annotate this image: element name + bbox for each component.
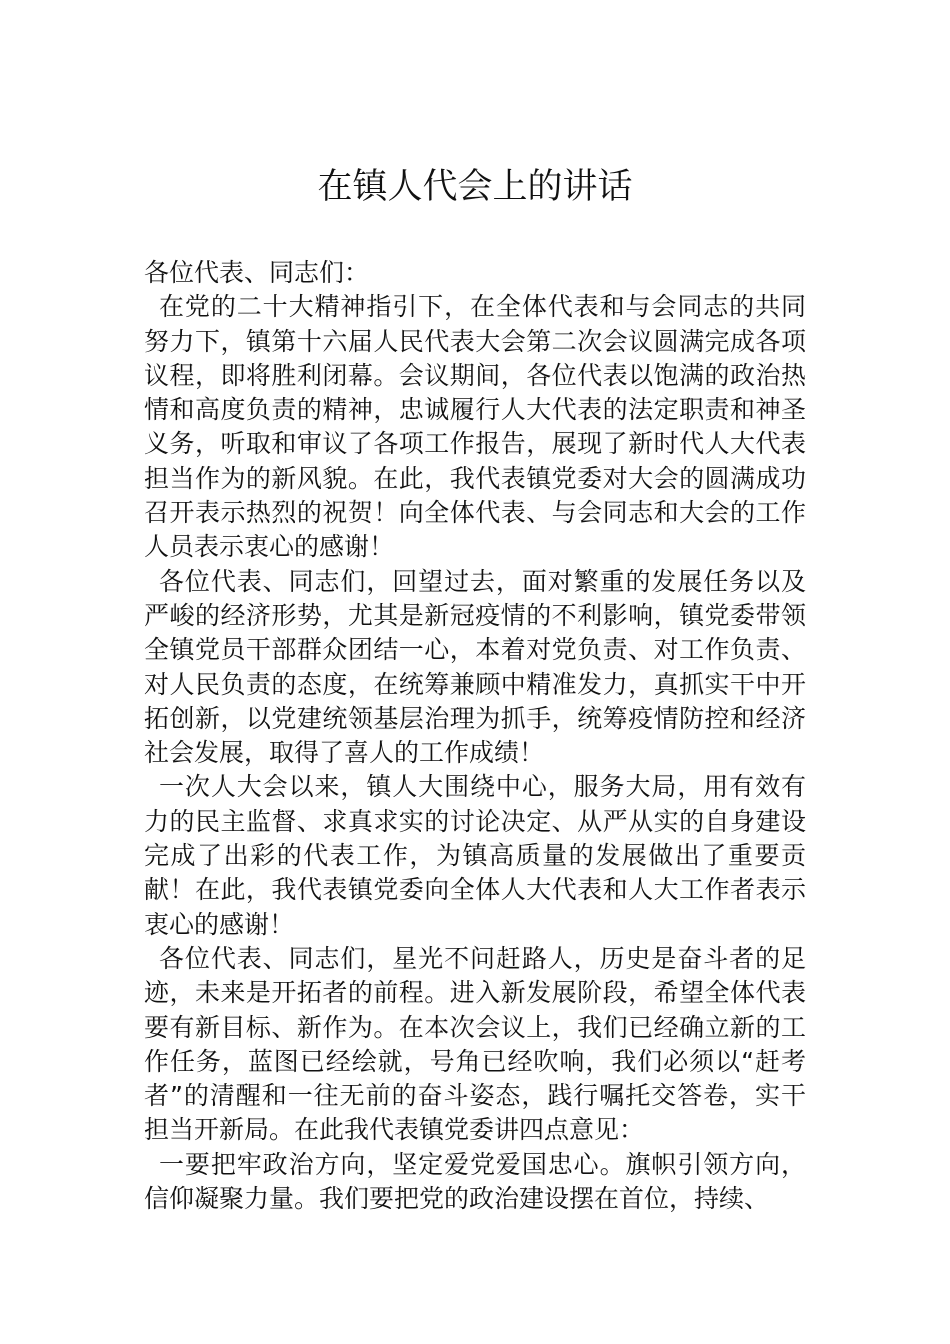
paragraph-4: 各位代表、同志们，星光不问赶路人，历史是奋斗者的足迹，未来是开拓者的前程。进入新发展阶段，希望全体代表要有新目标、新作为。在本次会议上，我们已经确立新的工作任务，蓝图已经绘就，号角已经吹响，我们必须以“赶考者”的清醒和一往无前的奋斗姿态，践行嘱托交答卷，实干担当开新局。在此我代表镇党委讲四点意见： <box>144 943 806 1145</box>
salutation: 各位代表、同志们： <box>144 258 370 287</box>
document-title: 在镇人代会上的讲话 <box>317 167 633 207</box>
paragraph-2: 各位代表、同志们，回望过去，面对繁重的发展任务以及严峻的经济形势，尤其是新冠疫情的不利影响，镇党委带领全镇党员干部群众团结一心，本着对党负责、对工作负责、对人民负责的态度，在统筹兼顾中精准发力，真抓实干中开拓创新，以党建统领基层治理为抓手，统筹疫情防控和经济社会发展，取得了喜人的工作成绩！ <box>144 566 806 768</box>
paragraph-1: 在党的二十大精神指引下，在全体代表和与会同志的共同努力下，镇第十六届人民代表大会第二次会议圆满完成各项议程，即将胜利闭幕。会议期间，各位代表以饱满的政治热情和高度负责的精神，忠诚履行人大代表的法定职责和神圣义务，听取和审议了各项工作报告，展现了新时代人大代表担当作为的新风貌。在此，我代表镇党委对大会的圆满成功召开表示热烈的祝贺！向全体代表、与会同志和大会的工作人员表示衷心的感谢！ <box>144 292 806 562</box>
paragraph-5: 一要把牢政治方向，坚定爱党爱国忠心。旗帜引领方向，信仰凝聚力量。我们要把党的政治建设摆在首位，持续、 <box>144 1149 806 1214</box>
paragraph-3: 一次人大会以来，镇人大围绕中心，服务大局，用有效有力的民主监督、求真求实的讨论决定、从严从实的自身建设完成了出彩的代表工作，为镇高质量的发展做出了重要贡献！在此，我代表镇党委向全体人大代表和人大工作者表示衷心的感谢！ <box>144 772 806 939</box>
document-body <box>144 256 806 1216</box>
